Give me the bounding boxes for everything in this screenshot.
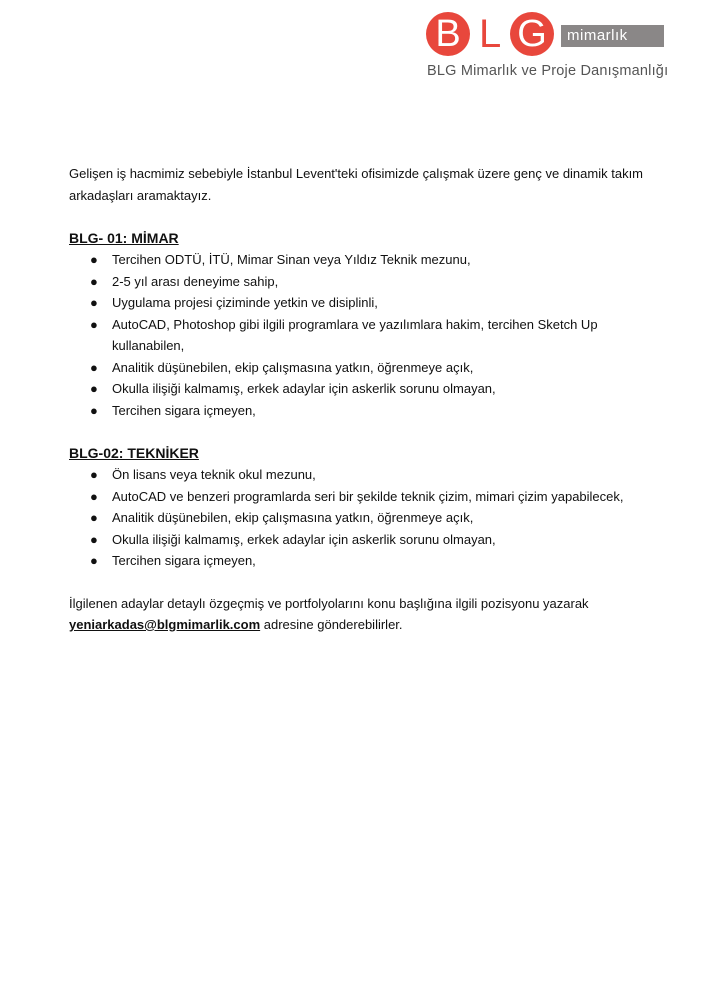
section-spacer (69, 421, 659, 442)
footer-text: İlgilenen adaylar detaylı özgeçmiş ve portfolyolarını konu başlığına ilgili pozisyonu yazarak (69, 595, 589, 611)
company-logo (426, 11, 669, 81)
logo-tagline: BLG Mimarlık ve Proje Danışmanlığı (427, 63, 669, 79)
bullet-icon: ● (90, 252, 98, 267)
logo-letter-g: G (510, 12, 554, 56)
list-item: ● Tercihen sigara içmeyen, (69, 550, 659, 572)
bullet-icon: ● (90, 467, 98, 482)
job-posting (69, 163, 659, 636)
bullet-icon: ● (90, 553, 98, 568)
footer-text-end: adresine gönderebilirler. (260, 617, 403, 632)
list-item: ● Analitik düşünebilen, ekip çalışmasına yatkın, öğrenmeye açık, (69, 507, 659, 529)
list-item: ● 2-5 yıl arası deneyime sahip, (69, 271, 659, 293)
bullet-icon: ● (90, 381, 98, 396)
mimar-requirements-list (69, 249, 659, 421)
bullet-icon: ● (90, 295, 98, 310)
logo-letter-l: L (479, 12, 502, 56)
bullet-icon: ● (90, 273, 98, 289)
bullet-icon: ● (90, 531, 98, 547)
list-item: ● Analitik düşünebilen, ekip çalışmasına yatkın, öğrenmeye açık, (69, 357, 659, 379)
bullet-icon: ● (90, 402, 98, 418)
list-item: ● AutoCAD, Photoshop gibi ilgili programlara ve yazılımlara hakim, tercihen Sketch Up kullanabilen, (69, 314, 659, 357)
list-item: ● Ön lisans veya teknik okul mezunu, (69, 464, 659, 486)
list-item: ● Okulla ilişiği kalmamış, erkek adaylar için askerlik sorunu olmayan, (69, 378, 659, 400)
logo-suffix: mimarlık (561, 25, 664, 47)
bullet-icon: ● (90, 316, 98, 332)
logo-mark (426, 11, 666, 59)
list-item: ● Tercihen sigara içmeyen, (69, 400, 659, 422)
list-item: ● Tercihen ODTÜ, İTÜ, Mimar Sinan veya Yıldız Teknik mezunu, (69, 249, 659, 271)
bullet-icon: ● (90, 359, 98, 375)
tekniker-requirements-list (69, 464, 659, 572)
list-item: ● Uygulama projesi çiziminde yetkin ve disiplinli, (69, 292, 659, 314)
section-spacer (69, 572, 659, 593)
list-item: ● AutoCAD ve benzeri programlarda seri bir şekilde teknik çizim, mimari çizim yapabilecek, (69, 486, 659, 508)
application-instructions (69, 593, 659, 636)
list-item: ● Okulla ilişiği kalmamış, erkek adaylar için askerlik sorunu olmayan, (69, 529, 659, 551)
intro-text: Gelişen iş hacmimiz sebebiyle İstanbul Levent'teki ofisimizde çalışmak üzere genç ve dinamik takım arkadaşları aramaktayız. (69, 166, 644, 203)
bullet-icon: ● (90, 510, 98, 525)
section-heading-tekniker: BLG-02: TEKNİKER (69, 445, 199, 461)
logo-letter-b: B (426, 12, 470, 56)
section-heading-mimar: BLG- 01: MİMAR (69, 230, 179, 246)
bullet-icon: ● (90, 488, 98, 504)
email-link[interactable]: yeniarkadas@blgmimarlik.com (69, 617, 261, 632)
